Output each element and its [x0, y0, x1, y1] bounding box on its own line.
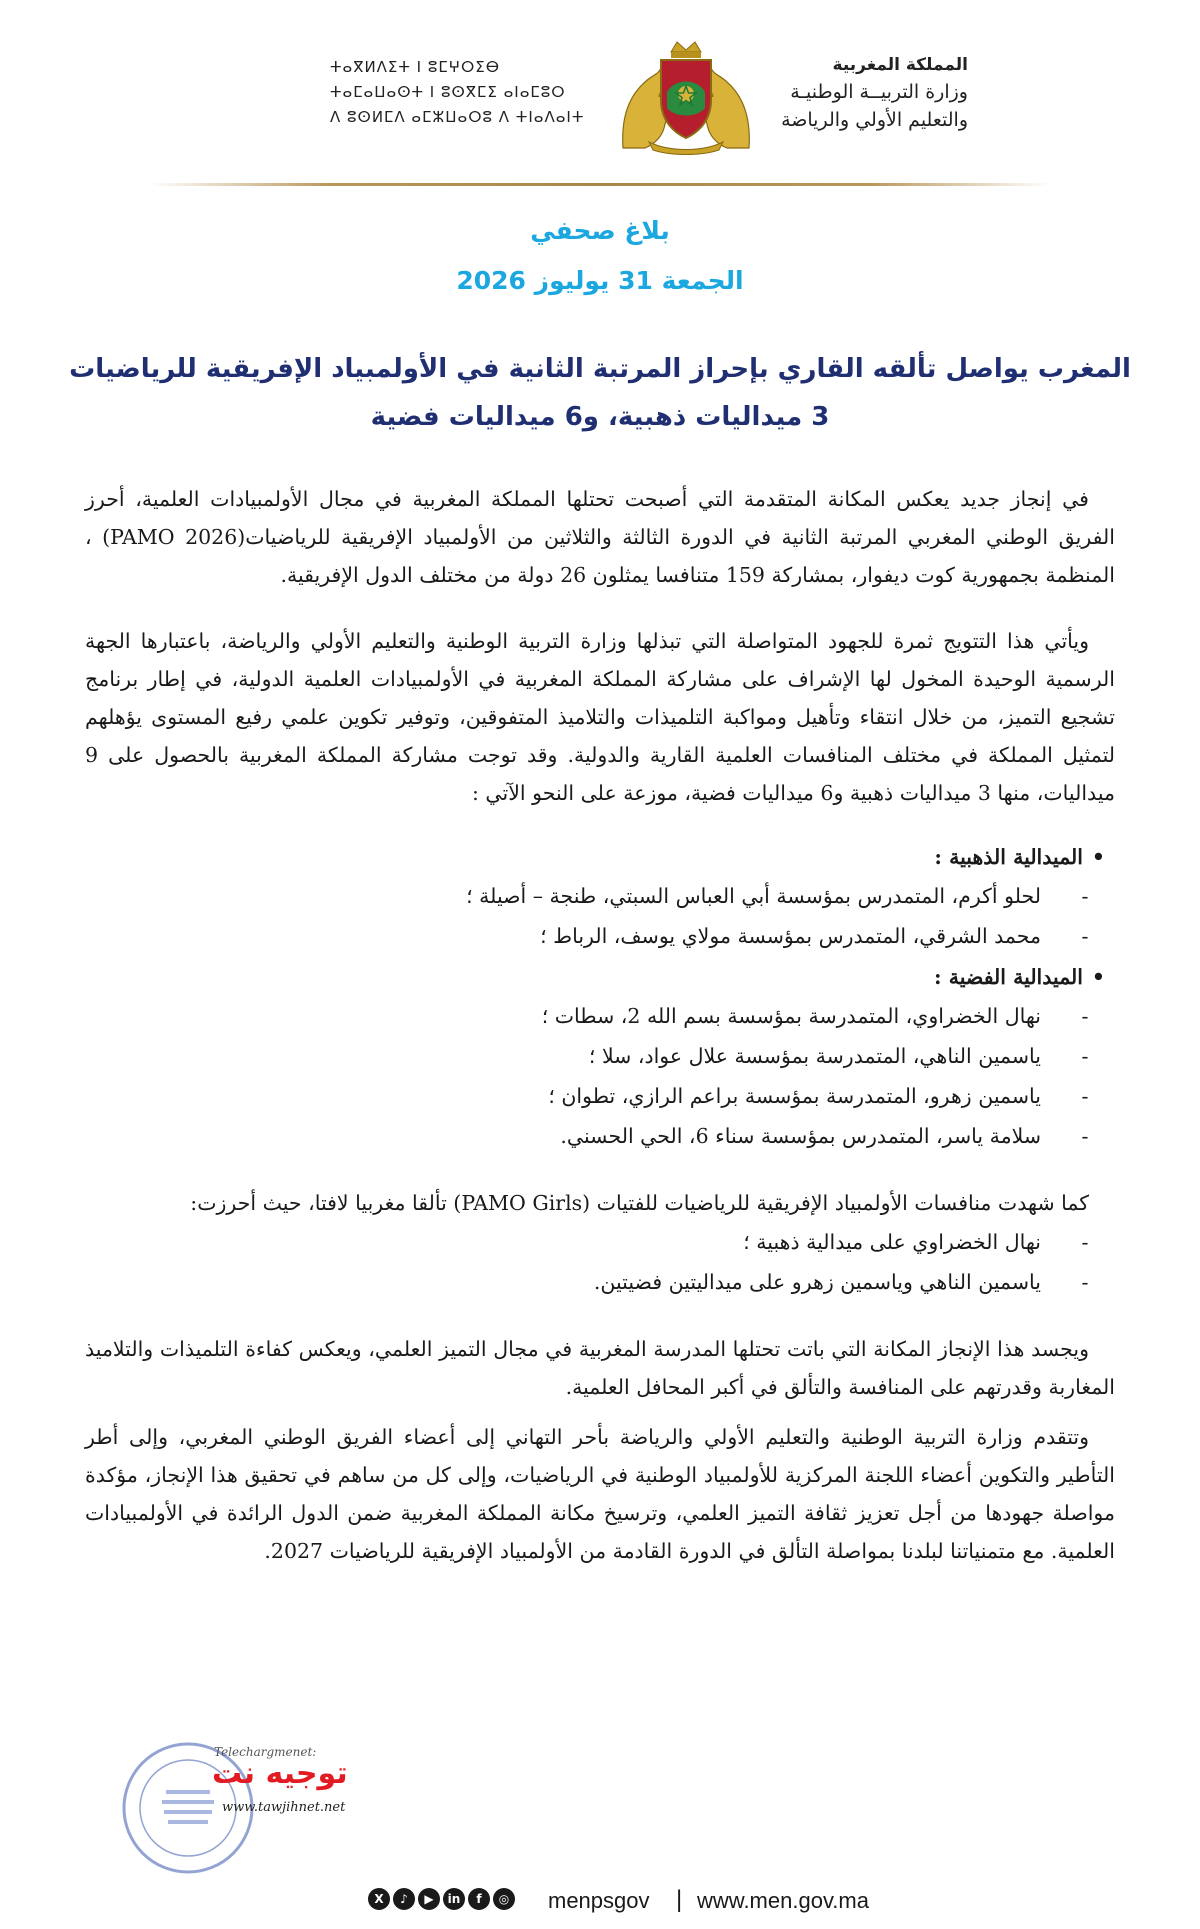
linkedin-icon[interactable]: in	[443, 1888, 465, 1910]
list-item: - نهال الخضراوي على ميدالية ذهبية ؛	[743, 1230, 1089, 1254]
article-body	[85, 480, 1115, 1570]
ministry-line-1: وزارة التربيــة الوطنيـة	[790, 81, 968, 103]
press-release-label: بلاغ صحفي	[530, 216, 670, 245]
paragraph-context: ويأتي هذا التتويج ثمرة للجهود المتواصلة التي تبذلها وزارة التربية الوطنية والتعليم الأولي والرياضة، باعتبارها الجهة الرسمية الوحيدة المخول لها الإشراف على مشاركة المملكة المغربية في الأولمبيادات العلمية الدولية، في إطار برنامج تشجيع التميز، من خلال انتقاء وتأهيل ومواكبة التلميذات والتلاميذ المتفوقين، وتوفير تكوين علمي رفيع المستوى يؤهلهم لتمثيل المملكة في مختلف المنافسات العلمية القارية والدولية. وقد توجت مشاركة المملكة المغربية بالحصول على 9 ميداليات، منها 3 ميداليات ذهبية و6 ميداليات فضية، موزعة على النحو الآتي :	[85, 629, 1115, 805]
footer	[0, 1880, 1200, 1920]
gold-medal-heading	[85, 838, 1115, 876]
paragraph-girls: كما شهدت منافسات الأولمبياد الإفريقية للرياضيات للفتيات (PAMO Girls) تألقا مغربيا لافتا، حيث أحرزت:	[190, 1191, 1089, 1215]
ministry-line-2: والتعليم الأولي والرياضة	[781, 109, 968, 131]
paragraph-congratulations: وتتقدم وزارة التربية الوطنية والتعليم الأولي والرياضة بأحر التهاني إلى أعضاء الفريق الوطني المغربي، وإلى أطر التأطير والتكوين أعضاء اللجنة المركزية للأولمبياد الوطنية في الرياضيات، وإلى كل من ساهم في تحقيق هذا الإنجاز، مؤكدة مواصلة جهودها من أجل تعزيز ثقافة التميز العلمي، وترسيخ مكانة المملكة المغربية ضمن الدول الرائدة في الأولمبيادات العلمية. مع متمنياتنا لبلدنا بمواصلة التألق في الدورة القادمة من الأولمبياد الإفريقية للرياضيات 2027.	[85, 1425, 1115, 1563]
silver-medal-heading	[85, 958, 1115, 996]
press-release-date: الجمعة 31 يوليوز 2026	[456, 266, 744, 295]
silver-medal-list	[85, 996, 1115, 1156]
brand-url: www.tawjihnet.net	[222, 1800, 346, 1815]
social-handle[interactable]: menpsgov	[548, 1888, 650, 1913]
gold-medal-title: الميدالية الذهبية :	[934, 845, 1083, 869]
bullet-icon: •	[1091, 965, 1105, 989]
headline-line-2: 3 ميداليات ذهبية، و6 ميداليات فضية	[370, 402, 830, 432]
download-label: Telechargmenet:	[214, 1745, 317, 1759]
tifinagh-line-1: ⵜⴰⴳⵍⴷⵉⵜ ⵏ ⵓⵎⵖⵔⵉⴱ	[330, 58, 501, 76]
bullet-icon: •	[1091, 845, 1105, 869]
list-item: - ياسمين الناهي، المتمدرسة بمؤسسة علال عواد، سلا ؛	[588, 1044, 1089, 1068]
social-icons	[368, 1888, 515, 1914]
headline	[60, 345, 1140, 441]
girls-medal-list	[85, 1222, 1115, 1302]
brand-logo: توجيه نت	[212, 1756, 348, 1791]
list-item: - محمد الشرقي، المتمدرس بمؤسسة مولاي يوسف، الرباط ؛	[540, 924, 1089, 948]
ministry-name-arabic	[708, 52, 968, 134]
press-release-block	[0, 212, 1200, 300]
tifinagh-line-2: ⵜⴰⵎⴰⵡⴰⵙⵜ ⵏ ⵓⵙⴳⵎⵉ ⴰⵏⴰⵎⵓⵔ	[330, 83, 566, 101]
ministry-name-tifinagh	[330, 55, 610, 130]
list-item: - ياسمين الناهي وياسمين زهرو على ميداليتين فضيتين.	[593, 1270, 1089, 1294]
paragraph-significance: ويجسد هذا الإنجاز المكانة التي باتت تحتلها المدرسة المغربية في مجال التميز العلمي، ويعكس كفاءة التلميذات والتلاميذ المغاربة وقدرتهم على المنافسة والتألق في أكبر المحافل العلمية.	[85, 1337, 1115, 1399]
footer-separator: |	[676, 1886, 683, 1913]
list-item: - ياسمين زهرو، المتمدرسة بمؤسسة براعم الرازي، تطوان ؛	[548, 1084, 1089, 1108]
list-item: - لحلو أكرم، المتمدرس بمؤسسة أبي العباس السبتي، طنجة – أصيلة ؛	[466, 884, 1089, 908]
kingdom-label: المملكة المغربية	[832, 55, 968, 75]
headline-line-1: المغرب يواصل تألقه القاري بإحراز المرتبة الثانية في الأولمبياد الإفريقية للرياضيات	[69, 354, 1131, 384]
list-item: - سلامة ياسر، المتمدرس بمؤسسة سناء 6، الحي الحسني.	[560, 1124, 1089, 1148]
instagram-icon[interactable]: ◎	[493, 1888, 515, 1910]
letterhead	[0, 0, 1200, 190]
gold-medal-list	[85, 876, 1115, 956]
youtube-icon[interactable]: ▶	[418, 1888, 440, 1910]
website-link[interactable]: www.men.gov.ma	[697, 1888, 869, 1913]
silver-medal-title: الميدالية الفضية :	[934, 965, 1083, 989]
paragraph-intro: في إنجاز جديد يعكس المكانة المتقدمة التي أصبحت تحتلها المملكة المغربية في مجال الأولمبيادات العلمية، أحرز الفريق الوطني المغربي المرتبة الثانية في الدورة الثالثة والثلاثين من الأولمبياد الإفريقية للرياضيات(PAMO 2026) ، المنظمة بجمهورية كوت ديفوار، بمشاركة 159 متنافسا يمثلون 26 دولة من مختلف الدول الإفريقية.	[85, 487, 1115, 587]
tiktok-icon[interactable]: ♪	[393, 1888, 415, 1910]
x-icon[interactable]: X	[368, 1888, 390, 1910]
header-divider	[150, 183, 1050, 186]
tifinagh-line-3: ⴷ ⵓⵙⵍⵎⴷ ⴰⵎⵣⵡⴰⵔⵓ ⴷ ⵜⵏⴰⴷⴰⵏⵜ	[330, 108, 585, 126]
list-item: - نهال الخضراوي، المتمدرسة بمؤسسة بسم الله 2، سطات ؛	[541, 1004, 1089, 1028]
facebook-icon[interactable]: f	[468, 1888, 490, 1910]
